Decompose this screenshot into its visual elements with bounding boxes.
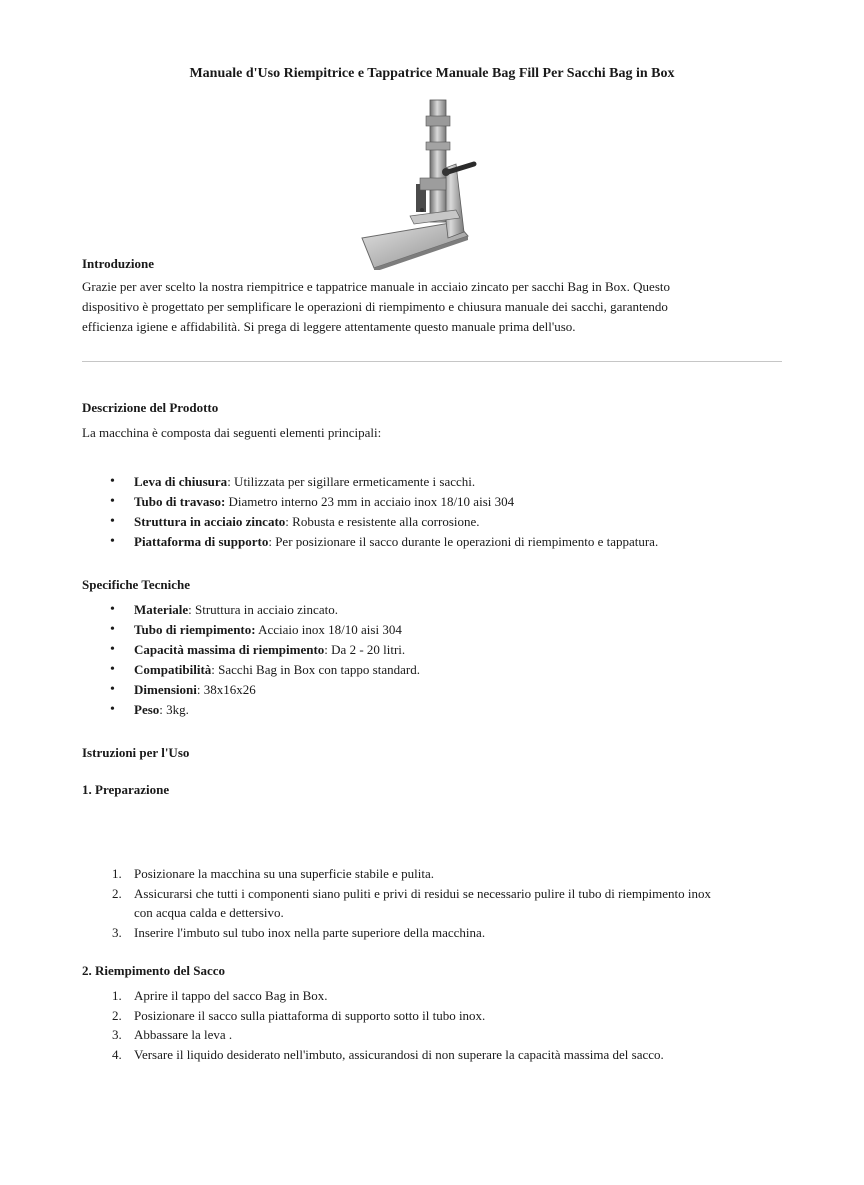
list-item: • Compatibilità: Sacchi Bag in Box con tappo standard.: [108, 660, 788, 680]
instructions-heading: Istruzioni per l'Uso: [82, 745, 190, 760]
list-item: • Piattaforma di supporto: Per posizionare il sacco durante le operazioni di riempimento e tappatura.: [108, 532, 788, 552]
list-item: • Tubo di riempimento: Acciaio inox 18/10 aisi 304: [108, 620, 788, 640]
intro-heading: Introduzione: [82, 256, 154, 271]
bullet-icon: •: [110, 682, 115, 697]
specs-list: [108, 600, 788, 720]
description-text: La macchina è composta dai seguenti elementi principali:: [82, 425, 382, 440]
list-item: • Dimensioni: 38x16x26: [108, 680, 788, 700]
bullet-icon: •: [110, 474, 115, 489]
intro-line: efficienza igiene e affidabilità. Si prega di leggere attentamente questo manuale prima dell'uso.: [82, 319, 576, 334]
bullet-icon: •: [110, 662, 115, 677]
description-heading: Descrizione del Prodotto: [82, 400, 219, 415]
bullet-icon: •: [110, 702, 115, 717]
bullet-icon: •: [110, 642, 115, 657]
bullet-icon: •: [110, 534, 115, 549]
list-item: 1. Posizionare la macchina su una superficie stabile e pulita.: [112, 866, 434, 881]
filling-steps: [108, 986, 788, 1064]
bullet-icon: •: [110, 514, 115, 529]
intro-paragraph: [82, 277, 772, 337]
list-item: • Materiale: Struttura in acciaio zincato.: [108, 600, 788, 620]
intro-line: dispositivo è progettato per semplificare le operazioni di riempimento e chiusura manuale dei sacchi, garantendo: [82, 299, 668, 314]
bullet-icon: •: [110, 494, 115, 509]
preparation-heading: 1. Preparazione: [82, 782, 170, 797]
list-item: • Peso: 3kg.: [108, 700, 788, 720]
preparation-steps: [108, 864, 788, 942]
bullet-icon: •: [110, 602, 115, 617]
list-item: • Tubo di travaso: Diametro interno 23 mm in acciaio inox 18/10 aisi 304: [108, 492, 788, 512]
document-title: Manuale d'Uso Riempitrice e Tappatrice Manuale Bag Fill Per Sacchi Bag in Box: [189, 66, 675, 81]
list-item: • Struttura in acciaio zincato: Robusta e resistente alla corrosione.: [108, 512, 788, 532]
section-divider: [82, 361, 782, 362]
list-item: 1. Aprire il tappo del sacco Bag in Box.: [112, 988, 328, 1003]
list-item: 2. Posizionare il sacco sulla piattaforma di supporto sotto il tubo inox.: [112, 1007, 486, 1023]
bullet-icon: •: [110, 622, 115, 637]
list-item: • Leva di chiusura: Utilizzata per sigillare ermeticamente i sacchi.: [108, 472, 788, 492]
intro-line: Grazie per aver scelto la nostra riempitrice e tappatrice manuale in acciaio zincato per sacchi Bag in Box. Questo: [82, 279, 670, 294]
list-item: 3. Abbassare la leva .: [112, 1027, 233, 1042]
filling-heading: 2. Riempimento del Sacco: [82, 963, 225, 978]
list-item: 2. Assicurarsi che tutti i componenti siano puliti e privi di residui se necessario pulire il tubo di riempimento inox con acqua calda e dettersivo.: [112, 885, 711, 920]
component-list: [108, 472, 788, 552]
machine-image: [356, 98, 480, 270]
list-item: • Capacità massima di riempimento: Da 2 - 20 litri.: [108, 640, 788, 660]
specs-heading: Specifiche Tecniche: [82, 577, 190, 592]
list-item: 4. Versare il liquido desiderato nell'imbuto, assicurandosi di non superare la capacità massima del sacco.: [112, 1046, 664, 1062]
list-item: 3. Inserire l'imbuto sul tubo inox nella parte superiore della macchina.: [112, 924, 486, 940]
